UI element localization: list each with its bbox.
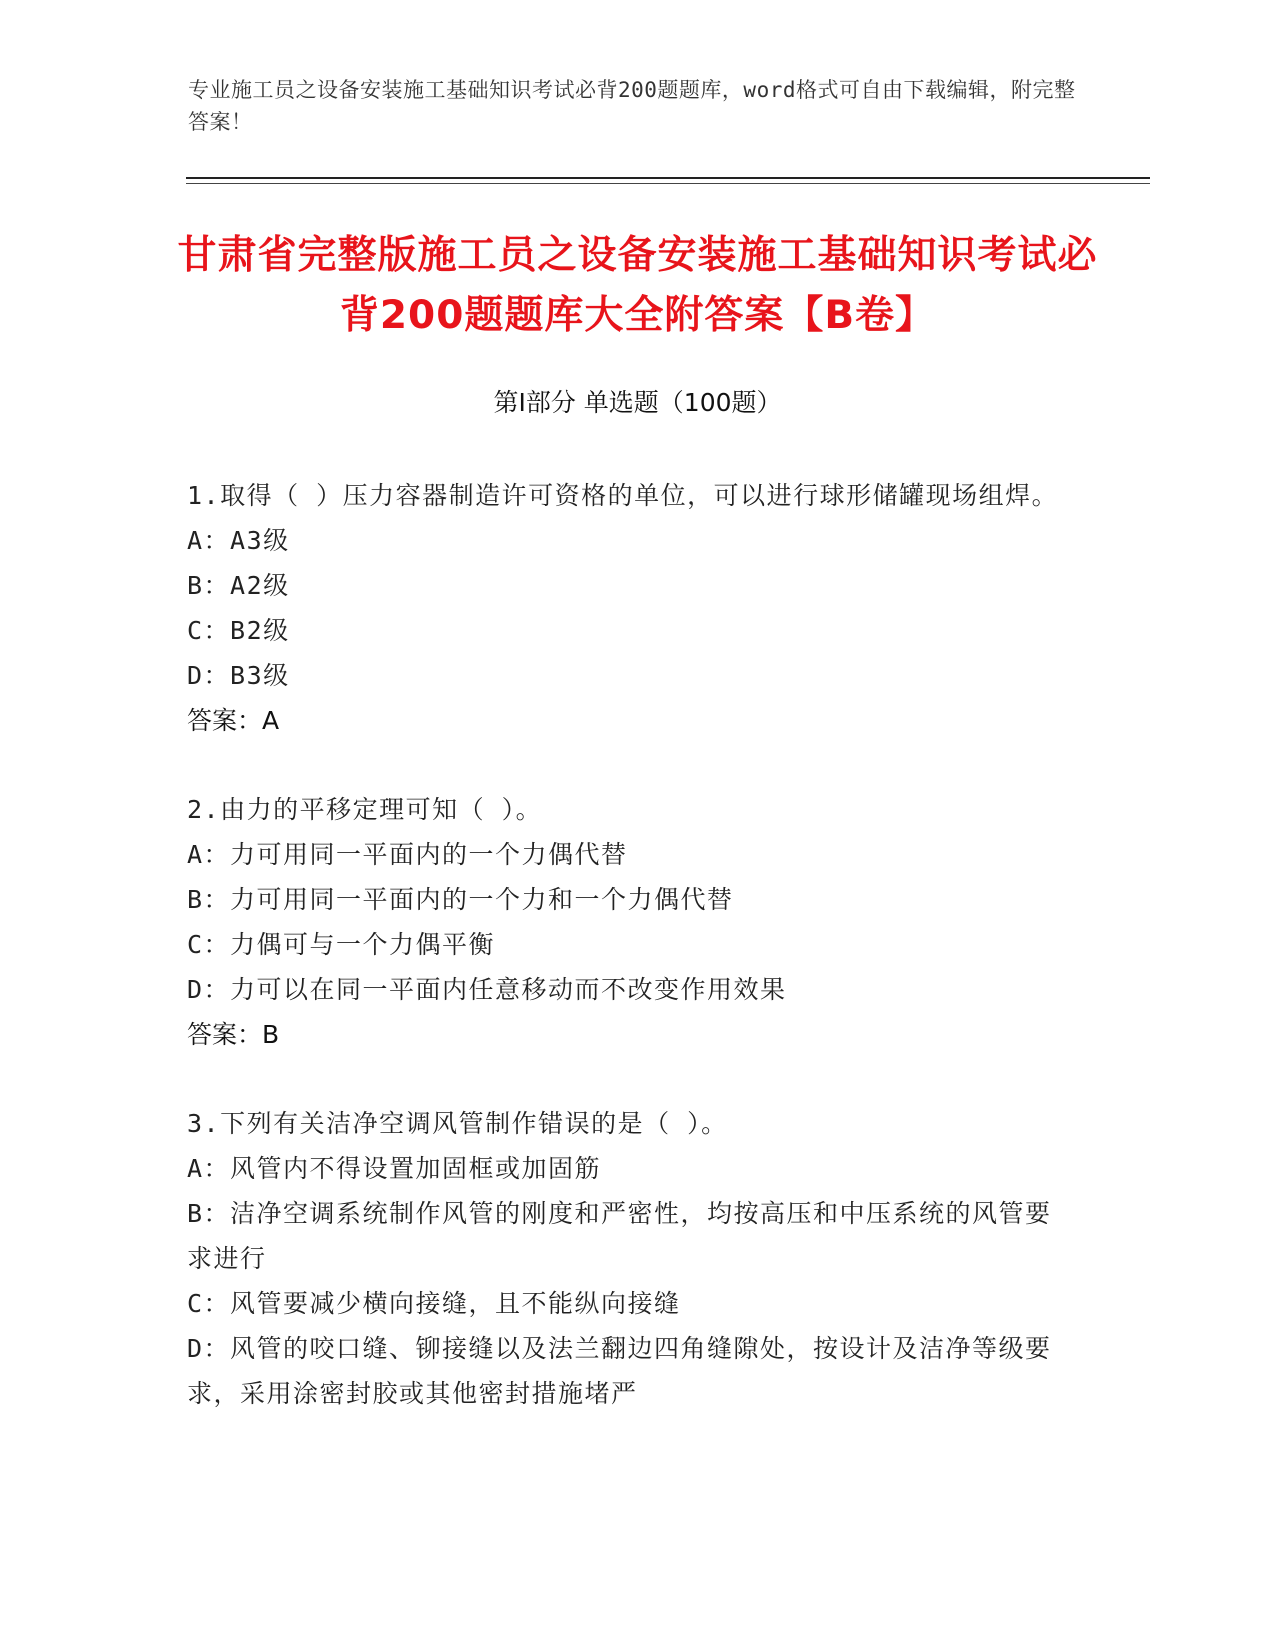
option-d: D：B3级 xyxy=(187,661,290,690)
question-stem: 2.由力的平移定理可知（ ）。 xyxy=(187,795,543,824)
option-d: D：风管的咬口缝、铆接缝以及法兰翻边四角缝隙处，按设计及洁净等级要求，采用涂密封胶或其他密封措施堵严 xyxy=(187,1334,1052,1408)
section-heading: 第Ⅰ部分 单选题（100题） xyxy=(493,388,782,417)
answer-line: 答案：B xyxy=(187,1020,280,1049)
question-stem: 3.下列有关洁净空调风管制作错误的是（ ）。 xyxy=(187,1109,728,1138)
option-a: A：风管内不得设置加固框或加固筋 xyxy=(187,1154,602,1183)
option-c: C：B2级 xyxy=(187,616,290,645)
header-note: 专业施工员之设备安装施工基础知识考试必背200题题库，word格式可自由下载编辑，附完整答案！ xyxy=(188,78,1076,134)
question-stem: 1.取得（ ）压力容器制造许可资格的单位，可以进行球形储罐现场组焊。 xyxy=(187,481,1059,510)
answer-line: 答案：A xyxy=(187,706,280,735)
document-title: 甘肃省完整版施工员之设备安装施工基础知识考试必背200题题库大全附答案【B卷】 xyxy=(177,233,1098,338)
question-3 xyxy=(187,1101,1067,1416)
question-2 xyxy=(187,787,1067,1057)
option-d: D：力可以在同一平面内任意移动而不改变作用效果 xyxy=(187,975,787,1004)
header-divider-thin xyxy=(186,183,1150,184)
option-b: B：洁净空调系统制作风管的刚度和严密性，均按高压和中压系统的风管要求进行 xyxy=(187,1199,1052,1273)
question-list xyxy=(187,473,1067,1460)
option-a: A：力可用同一平面内的一个力偶代替 xyxy=(187,840,628,869)
option-b: B：A2级 xyxy=(187,571,290,600)
option-b: B：力可用同一平面内的一个力和一个力偶代替 xyxy=(187,885,734,914)
question-1 xyxy=(187,473,1067,743)
header-divider-thick xyxy=(186,177,1150,179)
option-c: C：力偶可与一个力偶平衡 xyxy=(187,930,496,959)
option-c: C：风管要减少横向接缝，且不能纵向接缝 xyxy=(187,1289,681,1318)
option-a: A：A3级 xyxy=(187,526,290,555)
